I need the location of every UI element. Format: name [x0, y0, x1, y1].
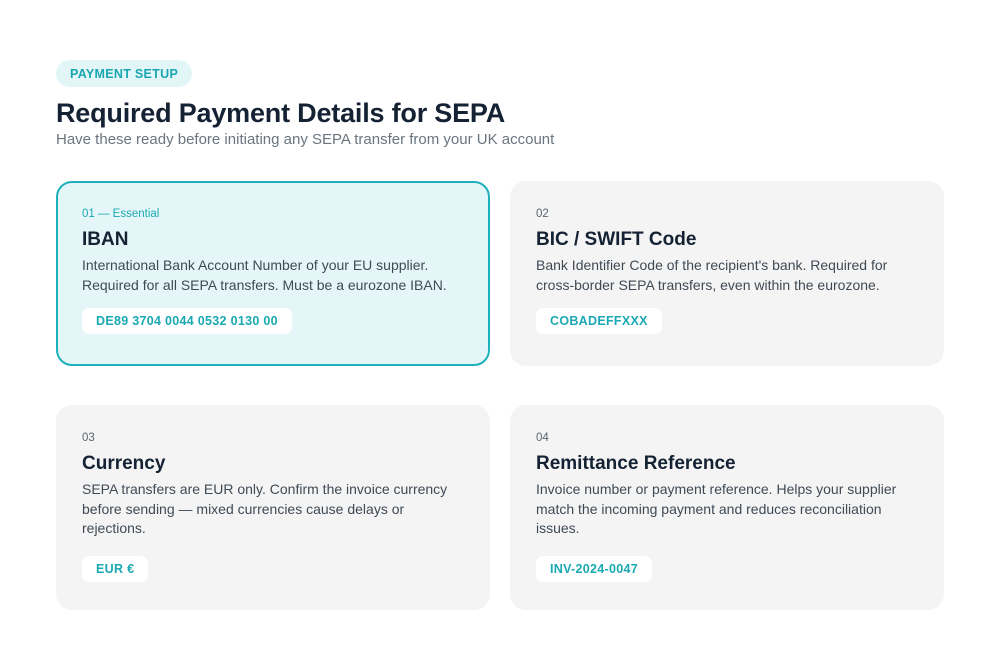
card-remittance-reference[interactable]	[510, 405, 944, 610]
card-title: Currency	[82, 453, 166, 474]
card-tag: 04	[536, 432, 549, 444]
page-title: Required Payment Details for SEPA	[56, 98, 506, 128]
card-iban[interactable]	[56, 181, 490, 366]
card-description: Bank Identifier Code of the recipient's bank. Required for cross-border SEPA transfers, even within the eurozone.	[536, 257, 888, 293]
card-description: SEPA transfers are EUR only. Confirm the invoice currency before sending — mixed currencies cause delays or rejections.	[82, 481, 448, 536]
card-tag: 02	[536, 208, 549, 220]
card-title: IBAN	[82, 229, 129, 250]
card-description: International Bank Account Number of your EU supplier. Required for all SEPA transfers. Must be a eurozone IBAN.	[82, 257, 447, 293]
example-code-chip: DE89 3704 0044 0532 0130 00	[82, 308, 292, 334]
card-title: BIC / SWIFT Code	[536, 229, 697, 250]
card-bic-swift[interactable]	[510, 181, 944, 366]
example-code-chip: INV-2024-0047	[536, 556, 652, 582]
card-description: Invoice number or payment reference. Helps your supplier match the incoming payment and reduces reconciliation issues.	[536, 481, 897, 536]
example-code-chip: EUR €	[82, 556, 148, 582]
card-title: Remittance Reference	[536, 453, 736, 474]
example-code-chip: COBADEFFXXX	[536, 308, 662, 334]
card-tag: 03	[82, 432, 95, 444]
card-tag: 01 — Essential	[82, 208, 160, 220]
card-currency[interactable]	[56, 405, 490, 610]
page-subtitle: Have these ready before initiating any SEPA transfer from your UK account	[56, 131, 555, 148]
section-badge: PAYMENT SETUP	[56, 60, 192, 87]
